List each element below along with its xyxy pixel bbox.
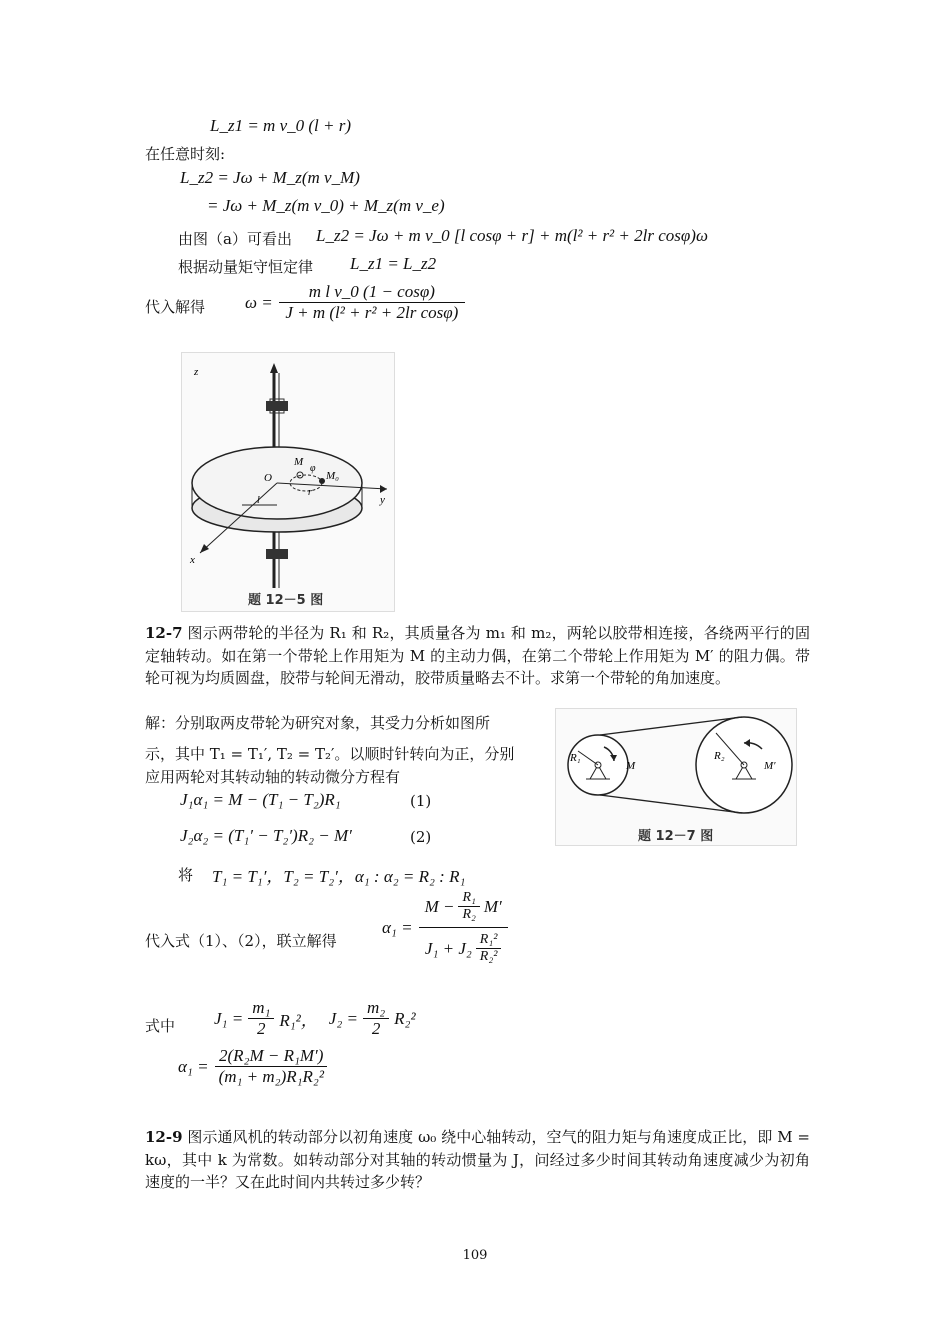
- final-denominator: (m₁ + m₂)R₁R₂²: [218, 1067, 324, 1086]
- final-fraction: [215, 1046, 328, 1087]
- figure-12-5-caption: 题 12－5 图: [248, 593, 324, 608]
- problem-12-7: [145, 622, 810, 690]
- label-z: z: [194, 366, 199, 378]
- figure-12-7: [555, 708, 797, 846]
- label-l: l: [257, 495, 260, 506]
- problem-12-9-text: 图示通风机的转动部分以初角速度 ω₀ 绕中心轴转动，空气的阻力矩与角速度成正比，即 M = kω，其中 k 为常数。如转动部分对其轴的转动惯量为 J，问经过多少时间其转动角速度减少为初角速度的一半？又在此时间内共转过多少转？: [145, 1128, 810, 1191]
- eq-2: J₂α₂ = (T₁′ − T₂′)R₂ − M′: [180, 826, 352, 845]
- alpha-num-ratio-n: R₁: [458, 890, 479, 907]
- where-label: 式中: [145, 1017, 176, 1035]
- problem-12-9: [145, 1126, 810, 1194]
- label-phi: φ: [310, 463, 316, 474]
- j2-frac-d: 2: [371, 1019, 381, 1038]
- alpha-num-a: M −: [424, 896, 455, 916]
- label-r: r: [308, 487, 312, 498]
- j2-fraction: [363, 998, 389, 1039]
- eq-omega: [245, 282, 465, 323]
- label-R1: R₁: [570, 752, 581, 764]
- eq-inertias: [214, 998, 416, 1039]
- alpha-fraction: [419, 890, 508, 965]
- eq-lz2-a: L_z2 = Jω + M_z(m v_M): [180, 168, 360, 187]
- anytime-label: 在任意时刻:: [145, 145, 226, 163]
- final-lhs: α₁ =: [178, 1056, 209, 1076]
- omega-denominator: J + m (l² + r² + 2lr cosφ): [285, 303, 459, 322]
- alpha-num-ratio: [458, 890, 479, 923]
- final-numerator: 2(R₂M − R₁M′): [215, 1046, 327, 1067]
- eq-1: J₁α₁ = M − (T₁ − T₂)R₁: [180, 790, 341, 809]
- problem-12-9-number: 12-9: [145, 1128, 183, 1146]
- j1-frac-d: 2: [257, 1019, 266, 1038]
- eq-subst: T₁ = T₁′，T₂ = T₂′，α₁ : α₂ = R₂ : R₁: [212, 867, 466, 886]
- solve-label: 代入解得: [145, 298, 206, 316]
- label-M0: M₀: [326, 470, 339, 482]
- alpha-lhs: α₁ =: [382, 917, 413, 937]
- from-fig-label: 由图（a）可看出: [178, 230, 292, 248]
- alpha-denominator: [421, 928, 506, 965]
- alpha-solve-label: 代入式（1）、（2），联立解得: [145, 932, 337, 950]
- eq-2-tag: (2): [410, 828, 432, 846]
- disk-diagram: [182, 353, 394, 611]
- j2-frac-n: m₂: [363, 998, 389, 1019]
- label-M-pulley: M: [626, 760, 636, 772]
- omega-fraction: [279, 282, 465, 323]
- label-Mprime: M′: [764, 760, 776, 772]
- alpha-den-a: J₁ + J₂: [424, 938, 472, 958]
- figure-12-7-caption: 题 12－7 图: [638, 829, 714, 844]
- j2-tail: R₂²: [394, 1008, 416, 1028]
- subst-label: 将: [178, 866, 194, 884]
- label-x: x: [190, 554, 195, 566]
- solution-line-1: 解：分别取两皮带轮为研究对象，其受力分析如图所: [145, 714, 491, 732]
- solution-line-2: 示，其中 T₁ = T₁′, T₂ = T₂′。以顺时针转向为正，分别: [145, 745, 515, 763]
- alpha-numerator: [419, 890, 508, 928]
- eq-lz1: L_z1 = m v_0 (l + r): [210, 116, 351, 135]
- solution-line-3: 应用两轮对其转动轴的转动微分方程有: [145, 768, 401, 786]
- alpha-den-ratio-n: R₁²: [476, 932, 502, 949]
- label-M: M: [294, 456, 304, 468]
- conserve-label: 根据动量矩守恒定律: [178, 258, 314, 276]
- j1-frac-n: m₁: [248, 998, 274, 1019]
- eq-alpha: [382, 890, 508, 965]
- eq-from-fig: L_z2 = Jω + m v_0 [l cosφ + r] + m(l² + r² + 2lr cosφ)ω: [316, 226, 708, 245]
- label-R2: R₂: [714, 750, 725, 762]
- alpha-den-ratio: [476, 932, 502, 965]
- alpha-num-ratio-d: R₂: [462, 907, 476, 922]
- eq-1-tag: (1): [410, 792, 432, 810]
- page-number: 109: [462, 1248, 488, 1263]
- j1-lhs: J₁ =: [214, 1008, 244, 1028]
- problem-12-7-number: 12-7: [145, 624, 183, 642]
- eq-conserve: L_z1 = L_z2: [350, 254, 437, 273]
- eq-final: [178, 1046, 328, 1087]
- problem-12-7-text: 图示两带轮的半径为 R₁ 和 R₂，其质量各为 m₁ 和 m₂，两轮以胶带相连接，各绕两平行的固定轴转动。如在第一个带轮上作用矩为 M 的主动力偶，在第二个带轮上作用矩为 M′ 的阻力偶。带轮可视为均质圆盘，胶带与轮间无滑动，胶带质量略去不计。求第一个带轮的角加速度。: [145, 624, 810, 687]
- eq-lz2-b: = Jω + M_z(m v_0) + M_z(m v_e): [207, 196, 445, 215]
- label-y: y: [380, 494, 385, 506]
- figure-12-5: [181, 352, 395, 612]
- label-O: O: [264, 472, 272, 484]
- j2-lhs: J₂ =: [328, 1008, 358, 1028]
- j1-tail: R₁²，: [279, 1011, 318, 1030]
- alpha-num-b: M′: [483, 896, 502, 916]
- j1-fraction: [248, 998, 274, 1039]
- omega-lhs: ω =: [245, 292, 273, 312]
- omega-numerator: m l v_0 (1 − cosφ): [279, 282, 465, 303]
- alpha-den-ratio-d: R₂²: [479, 949, 498, 964]
